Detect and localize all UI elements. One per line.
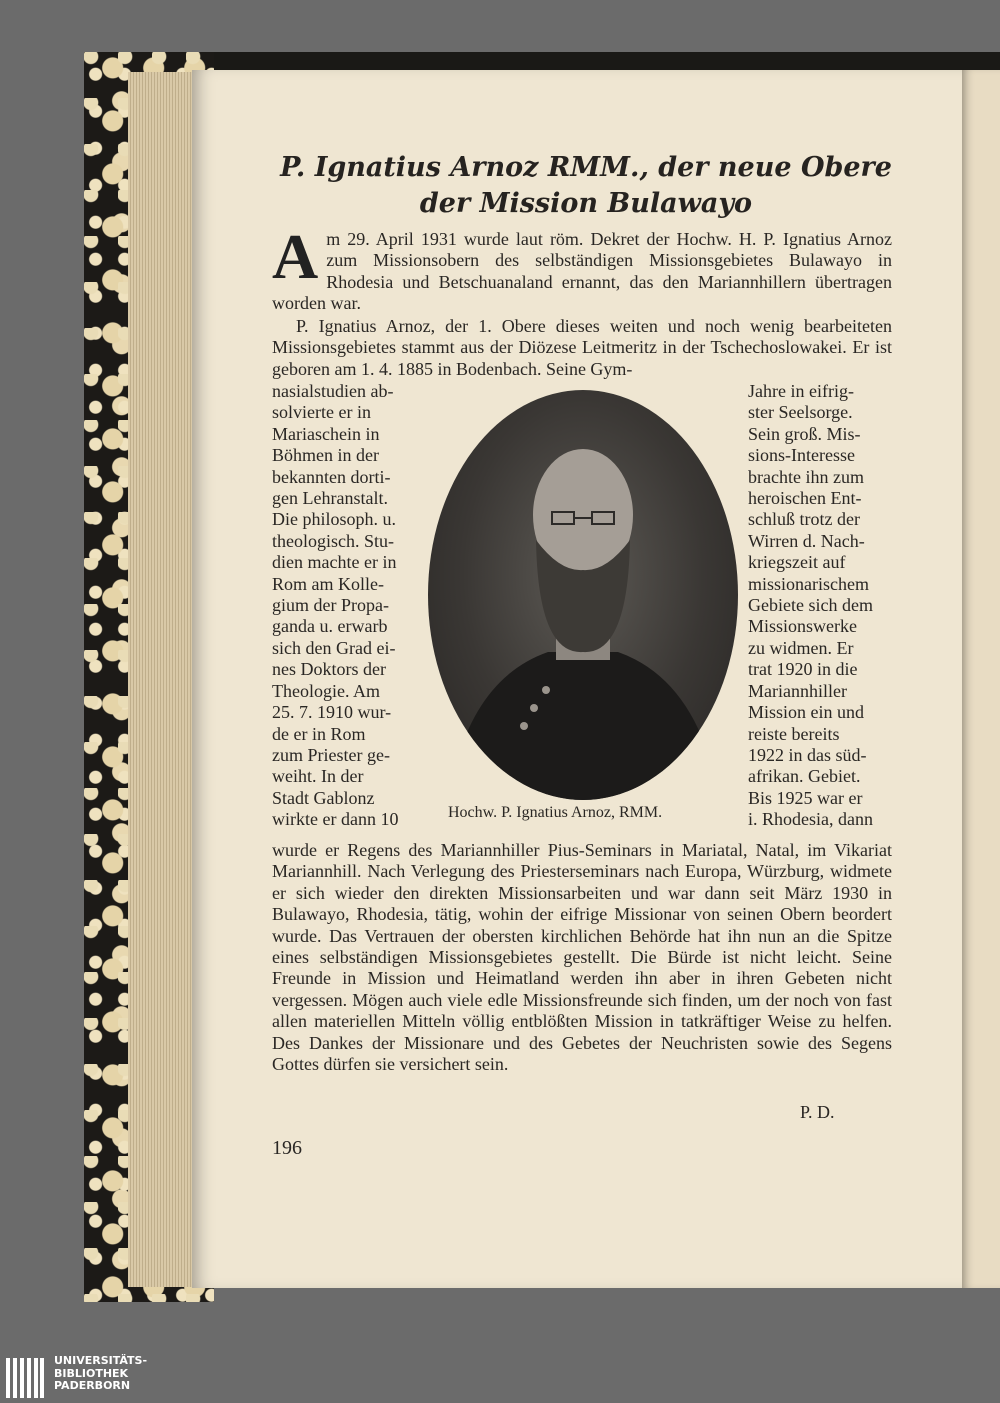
left-column-line: Die philosoph. u. — [272, 509, 396, 530]
left-column-line: Theologie. Am — [272, 680, 380, 701]
right-column-line: ster Seelsorge. — [748, 402, 853, 423]
right-column-line: Missionswerke — [748, 616, 857, 637]
right-column-line: sions-Interesse — [748, 445, 855, 466]
portrait-figure — [428, 390, 738, 800]
first-paragraph — [272, 221, 892, 315]
right-column-line: trat 1920 in die — [748, 659, 858, 680]
right-column-line: brachte ihn zum — [748, 466, 864, 487]
right-column-line: missionarischem — [748, 573, 869, 594]
right-text-column — [748, 381, 894, 831]
left-column-line: sich den Grad ei- — [272, 637, 396, 658]
right-column-line: 1922 in das süd- — [748, 744, 867, 765]
drop-cap: A — [272, 221, 319, 292]
left-column-line: nasialstudien ab- — [272, 381, 394, 401]
page-number: 196 — [272, 1137, 302, 1159]
right-column-line: reiste bereits — [748, 723, 840, 744]
right-column-line: i. Rhodesia, dann — [748, 809, 873, 830]
left-column-line: Böhmen in der — [272, 445, 379, 466]
left-column-line: nes Doktors der — [272, 659, 386, 680]
logo-line-2: BIBLIOTHEK — [54, 1366, 129, 1380]
article-title: P. Ignatius Arnoz RMM., der neue Obere der Mission Bulawayo — [280, 152, 892, 219]
right-column-line: kriegszeit auf — [748, 552, 846, 573]
left-column-line: Rom am Kolle- — [272, 573, 384, 594]
left-column-line: gen Lehranstalt. — [272, 488, 388, 509]
footer-bar — [0, 1352, 1000, 1403]
library-logo-icon — [6, 1358, 44, 1398]
second-paragraph: P. Ignatius Arnoz, der 1. Obere dieses weiten und noch wenig bearbeiteten Missionsgebietes stammt aus der Diözese Leitmeritz in der Tschechoslowakei. Er ist geboren am 1. 4. 1885 in Bodenbach. Seine Gym- — [272, 316, 892, 379]
right-column-line: schluß trotz der — [748, 509, 860, 530]
right-column-line: afrikan. Gebiet. — [748, 766, 861, 787]
logo-line-1: UNIVERSITÄTS- — [54, 1354, 148, 1367]
left-column-line: dien machte er in — [272, 552, 397, 573]
logo-line-3: PADERBORN — [54, 1379, 131, 1392]
right-column-line: heroischen Ent- — [748, 488, 862, 509]
right-column-line: Sein groß. Mis- — [748, 423, 861, 444]
left-column-line: bekannten dorti- — [272, 466, 391, 487]
right-column-line: Gebiete sich dem — [748, 595, 873, 616]
first-paragraph-text: m 29. April 1931 wurde laut röm. Dekret der Hochw. H. P. Ignatius Arnoz zum Missionsobern des selbständigen Missionsgebietes Bulawayo in Rhodesia und Betschuanaland ernannt, das den Mariannhillern übertragen worden war. — [272, 229, 892, 314]
photo-caption: Hochw. P. Ignatius Arnoz, RMM. — [448, 804, 663, 821]
left-column-line: wirkte er dann 10 — [272, 809, 399, 830]
right-column-line: Mission ein und — [748, 702, 865, 723]
author-signature: P. D. — [800, 1102, 835, 1122]
page-edges — [128, 72, 198, 1287]
left-column-line: de er in Rom — [272, 723, 366, 744]
left-column-line: theologisch. Stu- — [272, 530, 394, 551]
right-column-line: Mariannhiller — [748, 680, 847, 701]
left-column-line: solvierte er in — [272, 402, 371, 423]
left-column-line: zum Priester ge- — [272, 744, 390, 765]
left-column-line: weiht. In der — [272, 766, 364, 787]
left-column-line: gium der Propa- — [272, 595, 389, 616]
left-column-line: 25. 7. 1910 wur- — [272, 702, 392, 723]
right-column-line: zu widmen. Er — [748, 637, 854, 658]
library-logo-text — [54, 1355, 147, 1393]
portrait-photo — [428, 390, 738, 800]
facing-page-edge — [962, 70, 1000, 1288]
right-column-line: Bis 1925 war er — [748, 787, 863, 808]
right-column-line: Wirren d. Nach- — [748, 530, 865, 551]
left-column-line: ganda u. erwarb — [272, 616, 388, 637]
left-column-line: Stadt Gablonz — [272, 787, 375, 808]
closing-paragraph: wurde er Regens des Mariannhiller Pius-Seminars in Mariatal, Natal, im Vikariat Mariannhill. Nach Verlegung des Priesterseminars nach Europa, Würzburg, widmete er sich wieder den direkten Missionsarbeiten und war dann seit März 1930 in Bulawayo, Rhodesia, tätig, wohin der eifrige Missionar von seinen Obern beordert wurde. Das Vertrauen der obersten kirchlichen Behörde hat ihn nun an die Spitze eines selbständigen Missionsgebietes gestellt. Die Bürde ist nicht leicht. Seine Freunde in Mission und Heimatland werden ihn aber in ihren Gebeten nicht vergessen. Mögen auch viele edle Missionsfreunde sich finden, um der noch von fast allen materiellen Mitteln völlig entblößten Mission in tatkräftiger Weise zu helfen. Des Dankes der Missionare und des Gebetes der Neuchristen sowie des Segens Gottes dürfen sie versichert sein. — [272, 840, 892, 1075]
left-text-column — [272, 381, 418, 831]
right-column-line: Jahre in eifrig- — [748, 381, 854, 401]
left-column-line: Mariaschein in — [272, 423, 380, 444]
